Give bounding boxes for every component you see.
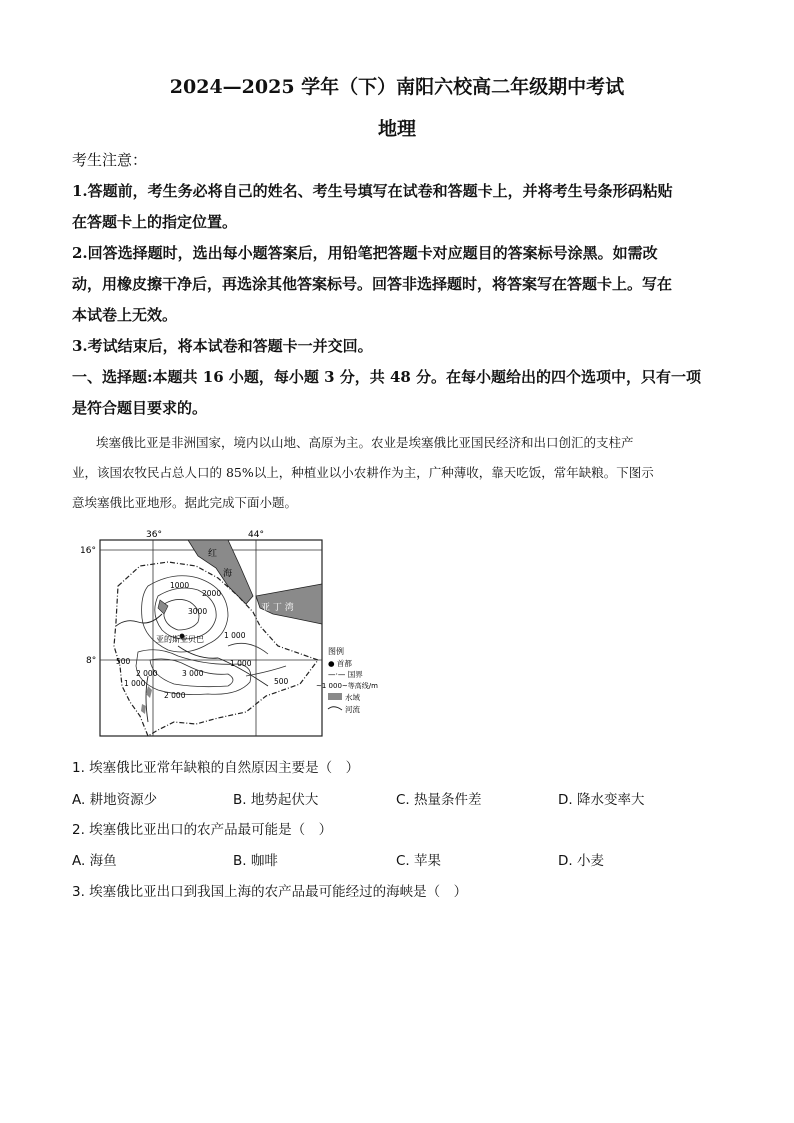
notice-heading: 考生注意： [72, 151, 148, 169]
notice-line: 3.考试结束后，将本试卷和答题卡一并交回。 [72, 337, 373, 355]
contour-label: 3 000 [182, 669, 204, 678]
contour-label: 1 000 [230, 659, 252, 668]
legend-capital: ● 首都 [328, 659, 352, 668]
contour-label: 2 000 [136, 669, 158, 678]
question-2-option-c[interactable]: C. 苹果 [396, 853, 442, 869]
contour-label: 3000 [188, 607, 208, 616]
rift-lake-water [146, 686, 152, 698]
ethiopia-terrain-map [78, 526, 378, 740]
section-heading: 是符合题目要求的。 [72, 399, 208, 417]
contour-label: 500 [116, 657, 131, 666]
question-1-option-b[interactable]: B. 地势起伏大 [233, 792, 319, 808]
material-passage [72, 428, 722, 458]
capital-label: 亚的斯亚贝巴 [156, 635, 204, 644]
legend-river: 河流 [345, 705, 360, 714]
rift-lake-water [141, 704, 146, 714]
contour-label: 1 000 [124, 679, 146, 688]
contour-label: 500 [274, 677, 289, 686]
contour-label: 1 000 [224, 631, 246, 640]
question-1-option-d[interactable]: D. 降水变率大 [558, 792, 645, 808]
lat-label: 8° [86, 656, 97, 666]
subject-title: 地理 [377, 118, 416, 140]
question-1-stem: 1. 埃塞俄比亚常年缺粮的自然原因主要是（ ） [72, 760, 360, 776]
lon-label: 44° [248, 530, 264, 540]
question-2-option-d[interactable]: D. 小麦 [558, 853, 604, 869]
notice-line: 2.回答选择题时，选出每小题答案后，用铅笔把答题卡对应题目的答案标号涂黑。如需改 [72, 244, 658, 262]
contour-label: 2 000 [164, 691, 186, 700]
lake-tana-water [158, 600, 168, 614]
question-1-option-c[interactable]: C. 热量条件差 [396, 792, 482, 808]
material-line: 埃塞俄比亚是非洲国家，境内以山地、高原为主。农业是埃塞俄比亚国民经济和出口创汇的支柱产 [96, 435, 634, 450]
question-3-stem: 3. 埃塞俄比亚出口到我国上海的农产品最可能经过的海峡是（ ） [72, 884, 468, 900]
lat-label: 16° [80, 546, 96, 556]
section-heading: 一、选择题:本题共 16 小题，每小题 3 分，共 48 分。在每小题给出的四个选项中，只有一项 [72, 368, 702, 386]
legend-river-swatch [328, 707, 342, 710]
river [178, 646, 268, 686]
legend-title: 图例 [328, 647, 344, 656]
contour-label: 2000 [202, 589, 222, 598]
material-line: 业，该国农牧民占总人口的 85%以上，种植业以小农耕作为主，广种薄收，靠天吃饭，常年缺粮。下图示 [72, 465, 654, 480]
legend-contour: ~1 000~等高线/m [316, 682, 378, 690]
contour-line [246, 666, 286, 676]
material-passage [72, 458, 722, 518]
lon-label: 36° [146, 530, 162, 540]
red-sea-label: 红 [208, 549, 218, 559]
notice-line: 1.答题前，考生务必将自己的姓名、考生号填写在试卷和答题卡上，并将考生号条形码粘贴 [72, 182, 673, 200]
river [146, 676, 148, 722]
notice-line: 本试卷上无效。 [72, 306, 178, 324]
material-line: 意埃塞俄比亚地形。据此完成下面小题。 [72, 495, 298, 510]
legend-water: 水域 [345, 693, 360, 702]
legend-water-swatch [328, 693, 342, 700]
notice-block [72, 145, 722, 424]
notice-line: 在答题卡上的指定位置。 [72, 213, 238, 231]
contour-label: 1000 [170, 581, 190, 590]
contour-line [228, 643, 268, 654]
question-2-stem: 2. 埃塞俄比亚出口的农产品最可能是（ ） [72, 822, 333, 838]
red-sea-label: 海 [223, 569, 233, 579]
exam-title: 2024—2025 学年（下）南阳六校高二年级期中考试 [169, 76, 625, 98]
question-2-option-a[interactable]: A. 海鱼 [72, 853, 117, 869]
legend-border: —·— 国界 [328, 670, 363, 679]
question-2-option-b[interactable]: B. 咖啡 [233, 853, 278, 869]
gulf-label: 亚 丁 湾 [261, 603, 294, 613]
question-1-option-a[interactable]: A. 耕地资源少 [72, 792, 158, 808]
notice-line: 动，用橡皮擦干净后，再选涂其他答案标号。回答非选择题时，将答案写在答题卡上。写在 [72, 275, 673, 293]
